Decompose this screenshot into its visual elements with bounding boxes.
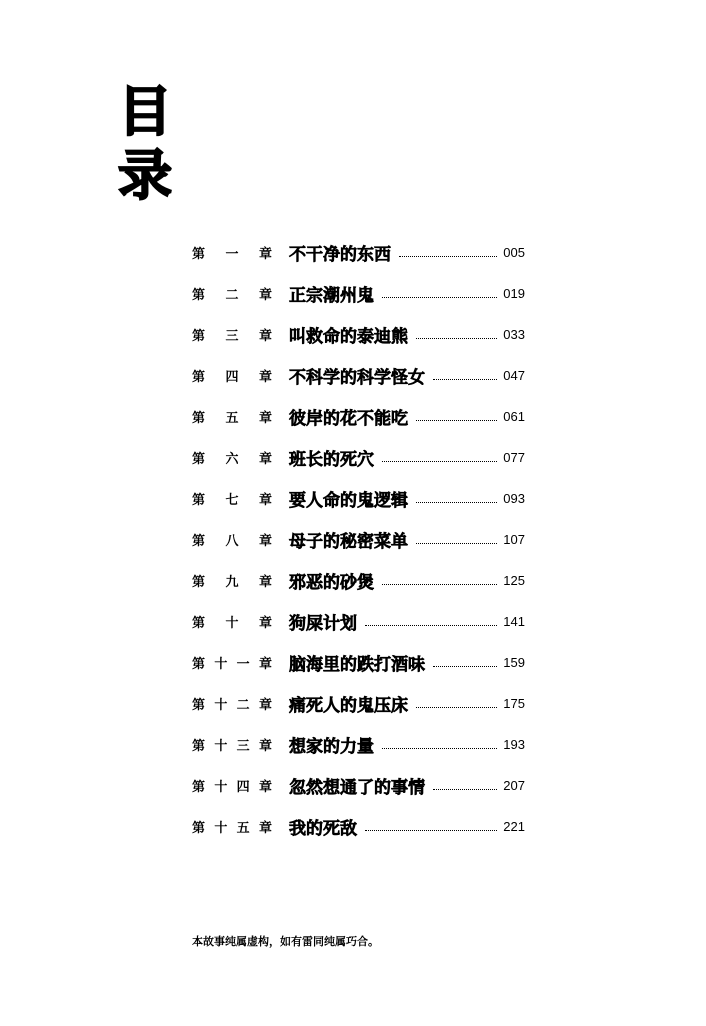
dot-leader	[416, 502, 497, 503]
chapter-title[interactable]: 母子的秘密菜单	[289, 532, 408, 552]
chapter-number-char: 第	[192, 534, 206, 549]
chapter-number-char: 三	[236, 739, 250, 754]
chapter-title[interactable]: 彼岸的花不能吃	[289, 409, 408, 429]
chapter-number-char: 第	[192, 370, 206, 385]
chapter-number-char: 十	[214, 698, 228, 713]
toc-entry[interactable]	[192, 765, 525, 806]
chapter-number-char: 一	[236, 657, 250, 672]
toc-entry[interactable]	[192, 724, 525, 765]
chapter-number-char: 四	[225, 370, 239, 385]
chapter-title[interactable]: 班长的死穴	[289, 450, 374, 470]
dot-leader	[382, 461, 497, 462]
chapter-number-char: 第	[192, 821, 206, 836]
chapter-number-char: 三	[225, 329, 239, 344]
chapter-number-char: 章	[258, 370, 272, 385]
table-of-contents	[192, 232, 525, 847]
chapter-number-char: 章	[258, 739, 272, 754]
dot-leader	[433, 789, 497, 790]
chapter-number	[192, 776, 272, 795]
dot-leader	[382, 297, 497, 298]
dot-leader	[433, 666, 497, 667]
chapter-number-char: 章	[258, 657, 272, 672]
dot-leader	[416, 543, 497, 544]
chapter-number-char: 十	[214, 739, 228, 754]
chapter-title[interactable]: 脑海里的跌打酒味	[289, 655, 425, 675]
page-number: 125	[503, 573, 525, 588]
toc-entry[interactable]	[192, 806, 525, 847]
chapter-number	[192, 653, 272, 672]
title-char: 目	[118, 80, 172, 143]
dot-leader	[365, 625, 497, 626]
page-number: 221	[503, 819, 525, 834]
chapter-number-char: 章	[258, 616, 272, 631]
chapter-number-char: 章	[258, 247, 272, 262]
toc-entry[interactable]	[192, 355, 525, 396]
chapter-title[interactable]: 正宗潮州鬼	[289, 286, 374, 306]
toc-entry[interactable]	[192, 437, 525, 478]
chapter-number-char: 第	[192, 657, 206, 672]
page-number: 077	[503, 450, 525, 465]
chapter-title[interactable]: 不科学的科学怪女	[289, 368, 425, 388]
chapter-number-char: 章	[258, 698, 272, 713]
chapter-number-char: 九	[225, 575, 239, 590]
title-char: 录	[118, 144, 172, 207]
chapter-number-char: 第	[192, 739, 206, 754]
toc-entry[interactable]	[192, 642, 525, 683]
page-number: 193	[503, 737, 525, 752]
dot-leader	[382, 584, 497, 585]
chapter-number-char: 章	[258, 575, 272, 590]
page-title	[118, 80, 176, 208]
chapter-number	[192, 366, 272, 385]
chapter-number-char: 第	[192, 247, 206, 262]
chapter-number	[192, 530, 272, 549]
chapter-number	[192, 817, 272, 836]
page-number: 061	[503, 409, 525, 424]
page-number: 175	[503, 696, 525, 711]
chapter-title[interactable]: 想家的力量	[289, 737, 374, 757]
chapter-number-char: 章	[258, 780, 272, 795]
chapter-number-char: 一	[225, 247, 239, 262]
chapter-number-char: 章	[258, 821, 272, 836]
chapter-number	[192, 571, 272, 590]
chapter-number-char: 十	[225, 616, 239, 631]
chapter-number	[192, 325, 272, 344]
dot-leader	[416, 338, 497, 339]
chapter-number-char: 第	[192, 575, 206, 590]
chapter-title[interactable]: 痛死人的鬼压床	[289, 696, 408, 716]
page-number: 207	[503, 778, 525, 793]
chapter-number	[192, 694, 272, 713]
page-number: 033	[503, 327, 525, 342]
chapter-number-char: 五	[225, 411, 239, 426]
chapter-number-char: 六	[225, 452, 239, 467]
chapter-number-char: 五	[236, 821, 250, 836]
chapter-number-char: 二	[225, 288, 239, 303]
chapter-number-char: 章	[258, 329, 272, 344]
chapter-title[interactable]: 邪恶的砂煲	[289, 573, 374, 593]
chapter-number-char: 第	[192, 411, 206, 426]
chapter-number-char: 八	[225, 534, 239, 549]
toc-entry[interactable]	[192, 273, 525, 314]
disclaimer-text: 本故事纯属虚构，如有雷同纯属巧合。	[192, 935, 379, 948]
chapter-number-char: 第	[192, 452, 206, 467]
chapter-number-char: 章	[258, 288, 272, 303]
dot-leader	[382, 748, 497, 749]
chapter-number	[192, 407, 272, 426]
chapter-number	[192, 489, 272, 508]
page-number: 141	[503, 614, 525, 629]
chapter-number-char: 章	[258, 411, 272, 426]
chapter-number	[192, 448, 272, 467]
dot-leader	[399, 256, 497, 257]
chapter-number-char: 十	[214, 780, 228, 795]
chapter-number-char: 章	[258, 452, 272, 467]
toc-entry[interactable]	[192, 601, 525, 642]
toc-entry[interactable]	[192, 232, 525, 273]
toc-entry[interactable]	[192, 396, 525, 437]
chapter-number-char: 十	[214, 821, 228, 836]
chapter-number-char: 十	[214, 657, 228, 672]
page-number: 019	[503, 286, 525, 301]
chapter-number-char: 第	[192, 698, 206, 713]
chapter-number-char: 第	[192, 616, 206, 631]
toc-entry[interactable]	[192, 683, 525, 724]
chapter-number	[192, 735, 272, 754]
chapter-title[interactable]: 不干净的东西	[289, 245, 391, 265]
chapter-number	[192, 612, 272, 631]
chapter-number-char: 章	[258, 534, 272, 549]
chapter-number-char: 七	[225, 493, 239, 508]
chapter-number-char: 章	[258, 493, 272, 508]
page-number: 107	[503, 532, 525, 547]
chapter-title[interactable]: 忽然想通了的事情	[289, 778, 425, 798]
chapter-number	[192, 243, 272, 262]
dot-leader	[365, 830, 497, 831]
chapter-number-char: 第	[192, 329, 206, 344]
page-number: 047	[503, 368, 525, 383]
chapter-number	[192, 284, 272, 303]
dot-leader	[416, 707, 497, 708]
chapter-title[interactable]: 要人命的鬼逻辑	[289, 491, 408, 511]
page-number: 093	[503, 491, 525, 506]
toc-entry[interactable]	[192, 314, 525, 355]
chapter-number-char: 四	[236, 780, 250, 795]
chapter-title[interactable]: 狗屎计划	[289, 614, 357, 634]
chapter-title[interactable]: 我的死敌	[289, 819, 357, 839]
chapter-title[interactable]: 叫救命的泰迪熊	[289, 327, 408, 347]
page-number: 159	[503, 655, 525, 670]
toc-entry[interactable]	[192, 478, 525, 519]
page-number: 005	[503, 245, 525, 260]
chapter-number-char: 二	[236, 698, 250, 713]
toc-entry[interactable]	[192, 560, 525, 601]
dot-leader	[433, 379, 497, 380]
chapter-number-char: 第	[192, 288, 206, 303]
chapter-number-char: 第	[192, 493, 206, 508]
chapter-number-char: 第	[192, 780, 206, 795]
dot-leader	[416, 420, 497, 421]
toc-entry[interactable]	[192, 519, 525, 560]
